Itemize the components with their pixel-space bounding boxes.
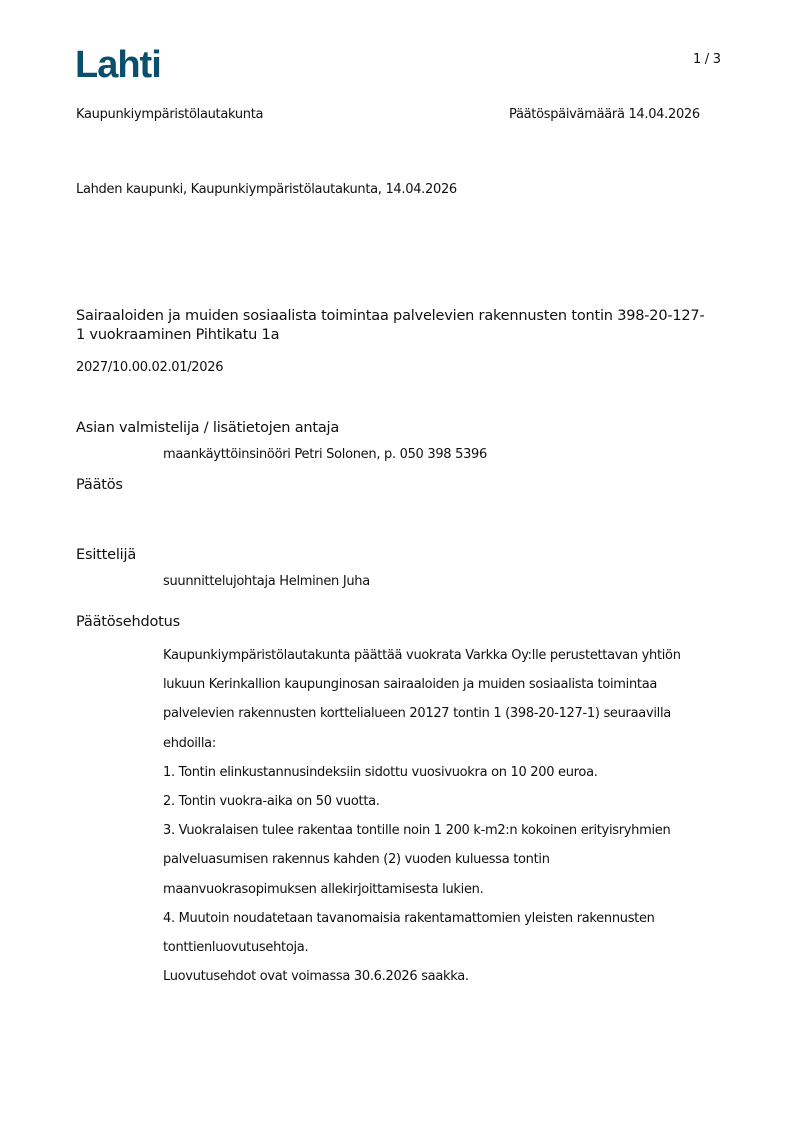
proposal-line: lukuun Kerinkallion kaupunginosan sairaaloiden ja muiden sosiaalista toimintaa [163,677,658,693]
proposal-heading: Päätösehdotus [76,614,180,630]
proposal-line: maanvuokrasopimuksen allekirjoittamisesta lukien. [163,881,484,897]
preparer-heading: Asian valmistelija / lisätietojen antaja [76,420,340,436]
header-date: Päätöspäivämäärä 14.04.2026 [509,107,700,122]
proposal-line: 4. Muutoin noudatetaan tavanomaisia rakentamattomien yleisten rakennusten [163,910,655,926]
proposal-line: Kaupunkiympäristölautakunta päättää vuokrata Varkka Oy:lle perustettavan yhtiön [163,648,681,663]
record-id: 2027/10.00.02.01/2026 [76,360,224,375]
page-number: 1 / 3 [693,52,721,67]
proposal-line: ehdoilla: [163,735,216,751]
subheader: Lahden kaupunki, Kaupunkiympäristölautakunta, 14.04.2026 [76,182,457,197]
proposal-line: 3. Vuokralaisen tulee rakentaa tontille noin 1 200 k-m2:n kokoinen erityisryhmien [163,823,671,839]
proposal-body [163,648,681,998]
proposal-line: palvelevien rakennusten korttelialueen 20127 tontin 1 (398-20-127-1) seuraavilla [163,706,671,722]
title-line-1: Sairaaloiden ja muiden sosiaalista toimintaa palvelevien rakennusten tontin 398-20-127- [76,308,705,324]
decision-heading: Päätös [76,477,123,493]
presenter-value: suunnittelujohtaja Helminen Juha [163,574,370,589]
lahti-logo: Lahti [75,44,161,86]
title-line-2: 1 vuokraaminen Pihtikatu 1a [76,327,280,343]
proposal-line: palveluasumisen rakennus kahden (2) vuoden kuluessa tontin [163,852,550,868]
proposal-line: 2. Tontin vuokra-aika on 50 vuotta. [163,793,380,809]
proposal-line: 1. Tontin elinkustannusindeksiin sidottu vuosivuokra on 10 200 euroa. [163,764,598,780]
preparer-value: maankäyttöinsinööri Petri Solonen, p. 050 398 5396 [163,447,487,462]
proposal-line: Luovutusehdot ovat voimassa 30.6.2026 saakka. [163,969,469,985]
presenter-heading: Esittelijä [76,547,137,563]
header-board: Kaupunkiympäristölautakunta [76,107,264,122]
proposal-line: tonttienluovutusehtoja. [163,939,309,955]
